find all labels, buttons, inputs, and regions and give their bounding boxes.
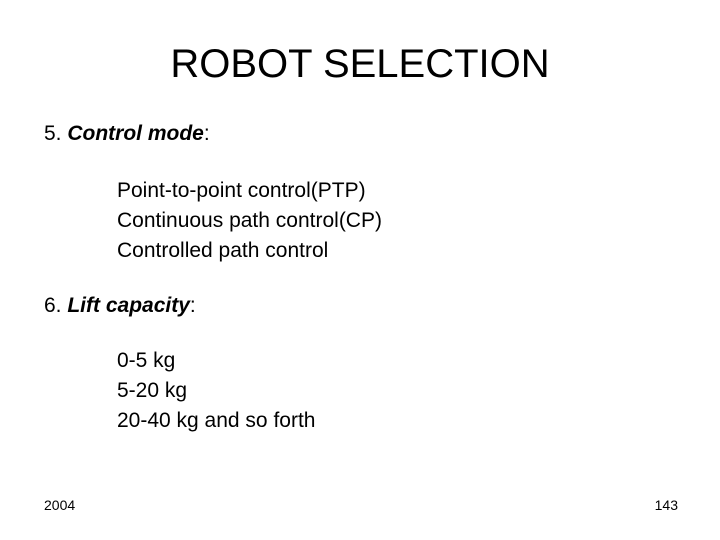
section-label: Lift capacity [67, 294, 190, 317]
footer-year: 2004 [44, 497, 76, 513]
section-suffix: : [203, 122, 210, 145]
list-item: Continuous path control(CP) [117, 209, 382, 232]
section-suffix: : [189, 294, 196, 317]
list-item: Point-to-point control(PTP) [117, 179, 366, 202]
section-heading-lift-capacity [44, 293, 196, 319]
list-item: 20-40 kg and so forth [117, 409, 316, 432]
section-number: 5. [44, 122, 68, 145]
list-item: Controlled path control [117, 239, 329, 262]
section-number: 6. [44, 294, 68, 317]
page-number: 143 [654, 497, 678, 513]
slide-title: ROBOT SELECTION [170, 42, 550, 86]
list-item: 5-20 kg [117, 379, 188, 402]
list-item: 0-5 kg [117, 349, 176, 372]
section-label: Control mode [67, 122, 204, 145]
lift-capacity-list [117, 346, 315, 436]
control-mode-list [117, 176, 382, 266]
section-heading-control-mode [44, 121, 210, 147]
